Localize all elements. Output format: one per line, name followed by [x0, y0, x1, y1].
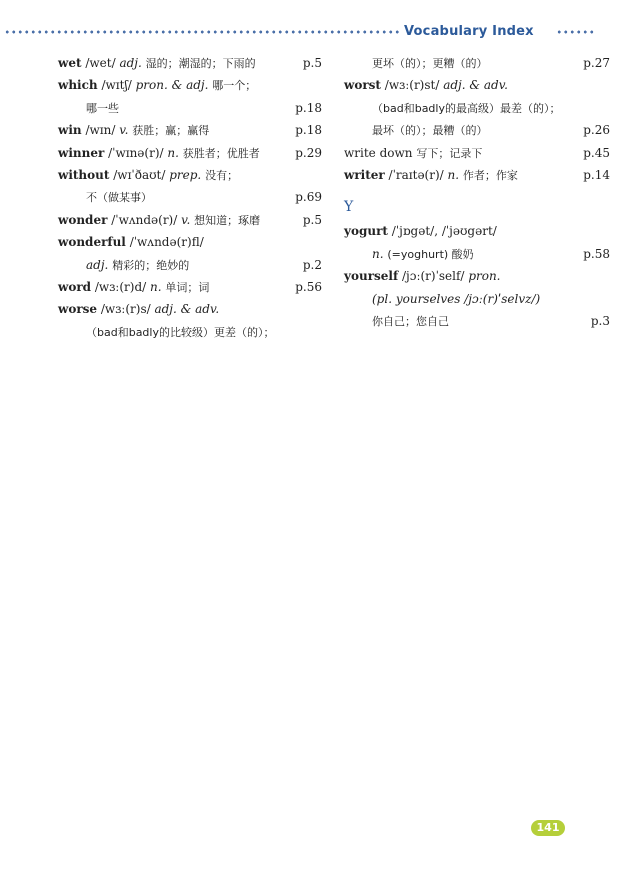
entry-row: [58, 254, 322, 276]
page-reference: p.5: [302, 212, 322, 227]
page-reference: p.18: [295, 100, 322, 115]
headword: worse: [58, 302, 98, 317]
right-column: [344, 52, 610, 332]
entry-row: [58, 97, 322, 119]
page-reference: p.3: [590, 313, 610, 328]
part-of-speech: pron. & adj.: [135, 78, 209, 93]
part-of-speech: adj.: [86, 257, 109, 272]
part-of-speech: adj. & adv.: [154, 302, 220, 317]
part-of-speech: n.: [372, 246, 384, 261]
page-reference: p.18: [295, 123, 322, 138]
headword: writer: [344, 167, 385, 182]
entry-row: [58, 74, 322, 96]
headword: win: [58, 123, 82, 138]
definition: (pl. yourselves /jɔː(r)ˈselvz/): [372, 291, 541, 306]
page-reference: p.2: [302, 257, 322, 272]
entry-row: [58, 142, 322, 164]
phonetic: /ˈraɪtə(r)/: [388, 167, 444, 182]
entry-row: [344, 288, 610, 310]
header-title: Vocabulary Index: [404, 24, 534, 39]
definition: 没有；: [205, 168, 239, 182]
definition: 湿的；潮湿的；下雨的: [145, 57, 256, 70]
headword: wonderful: [58, 235, 126, 250]
definition: 哪一个；: [212, 79, 257, 93]
headword: worst: [344, 78, 381, 93]
page-reference: p.26: [583, 123, 610, 138]
entry-row: [344, 243, 610, 265]
phonetic: /wet/: [85, 56, 116, 70]
part-of-speech: n.: [150, 279, 162, 294]
phonetic: /wɪˈðaʊt/: [113, 167, 166, 182]
dotted-rule-left: [4, 30, 399, 34]
definition: (=yoghurt) 酸奶: [387, 247, 474, 261]
headword: which: [58, 78, 98, 93]
definition: （bad和badly的最高级）最差（的）；: [372, 101, 561, 115]
entry-row: [58, 298, 322, 320]
dotted-rule-right: [556, 30, 596, 34]
headword: yogurt: [344, 224, 388, 239]
definition: 获胜；赢；赢得: [132, 124, 210, 138]
page-reference: p.58: [583, 246, 610, 261]
definition: 哪一些: [86, 101, 119, 115]
entry-row: [58, 164, 322, 186]
part-of-speech: adj.: [119, 56, 142, 70]
phonetic: /wɜː(r)d/: [94, 279, 147, 294]
page-reference: p.56: [295, 279, 322, 294]
entry-row: [344, 74, 610, 96]
left-column: [58, 52, 322, 343]
definition: 单词；词: [165, 280, 210, 294]
page-number-badge: 141: [531, 820, 565, 836]
headword: wet: [58, 56, 82, 70]
entry-row: [58, 119, 322, 141]
letter-heading: Y: [344, 199, 354, 216]
entry-row: [344, 97, 610, 119]
part-of-speech: prep.: [169, 167, 202, 182]
entry-row: [344, 119, 610, 141]
definition: 写下；记录下: [416, 146, 483, 160]
headword: winner: [58, 145, 105, 160]
entry-row: [344, 310, 610, 332]
part-of-speech: v.: [181, 212, 191, 227]
headword: word: [58, 279, 92, 294]
part-of-speech: adj. & adv.: [443, 78, 508, 93]
definition: 不（做某事）: [86, 191, 152, 205]
part-of-speech: n.: [447, 167, 460, 182]
headword: write down: [344, 145, 413, 160]
headword: yourself: [344, 269, 399, 284]
entry-row: [58, 52, 322, 74]
right-column-w-entries: [344, 52, 610, 186]
phonetic: /wɜː(r)st/: [384, 78, 440, 93]
definition: 更坏（的）；更糟（的）: [372, 57, 488, 70]
part-of-speech: pron.: [468, 269, 501, 284]
phonetic: /ˈjɒgət/, /ˈjəʊgərt/: [391, 224, 497, 239]
phonetic: /ˈwʌndə(r)fl/: [129, 235, 204, 250]
page-reference: p.69: [295, 190, 322, 205]
entry-row: [344, 52, 610, 74]
running-header: [0, 22, 640, 42]
definition: 想知道；琢磨: [194, 213, 261, 227]
page-reference: p.14: [583, 167, 610, 182]
definition: 获胜者；优胜者: [182, 146, 260, 160]
page-reference: p.29: [295, 145, 322, 160]
definition: 作者；作家: [462, 168, 518, 182]
entry-row: [58, 276, 322, 298]
definition: 最坏（的）；最糟（的）: [372, 124, 488, 138]
phonetic: /ˈwʌndə(r)/: [111, 212, 178, 227]
definition: （bad和badly的比较级）更差（的）；: [86, 325, 275, 339]
phonetic: /jɔː(r)ˈself/: [401, 269, 465, 284]
page-reference: p.27: [583, 56, 610, 70]
phonetic: /wɪn/: [85, 123, 116, 138]
entry-row: [58, 321, 322, 343]
phonetic: /wɪtʃ/: [101, 78, 132, 93]
headword: wonder: [58, 212, 108, 227]
phonetic: /wɜː(r)s/: [100, 302, 151, 317]
entry-row: [58, 231, 322, 253]
page-reference: p.45: [583, 145, 610, 160]
entry-row: [344, 142, 610, 164]
part-of-speech: v.: [119, 123, 129, 138]
right-column-y-entries: [344, 220, 610, 332]
phonetic: /ˈwɪnə(r)/: [108, 145, 164, 160]
part-of-speech: n.: [167, 145, 179, 160]
entry-row: [58, 209, 322, 231]
definition: 你自己；您自己: [372, 314, 449, 328]
headword: without: [58, 167, 110, 182]
entry-row: [344, 265, 610, 287]
entry-row: [344, 164, 610, 186]
entry-row: [344, 220, 610, 242]
definition: 精彩的；绝妙的: [112, 258, 190, 272]
page-reference: p.5: [302, 56, 322, 70]
entry-row: [58, 186, 322, 208]
